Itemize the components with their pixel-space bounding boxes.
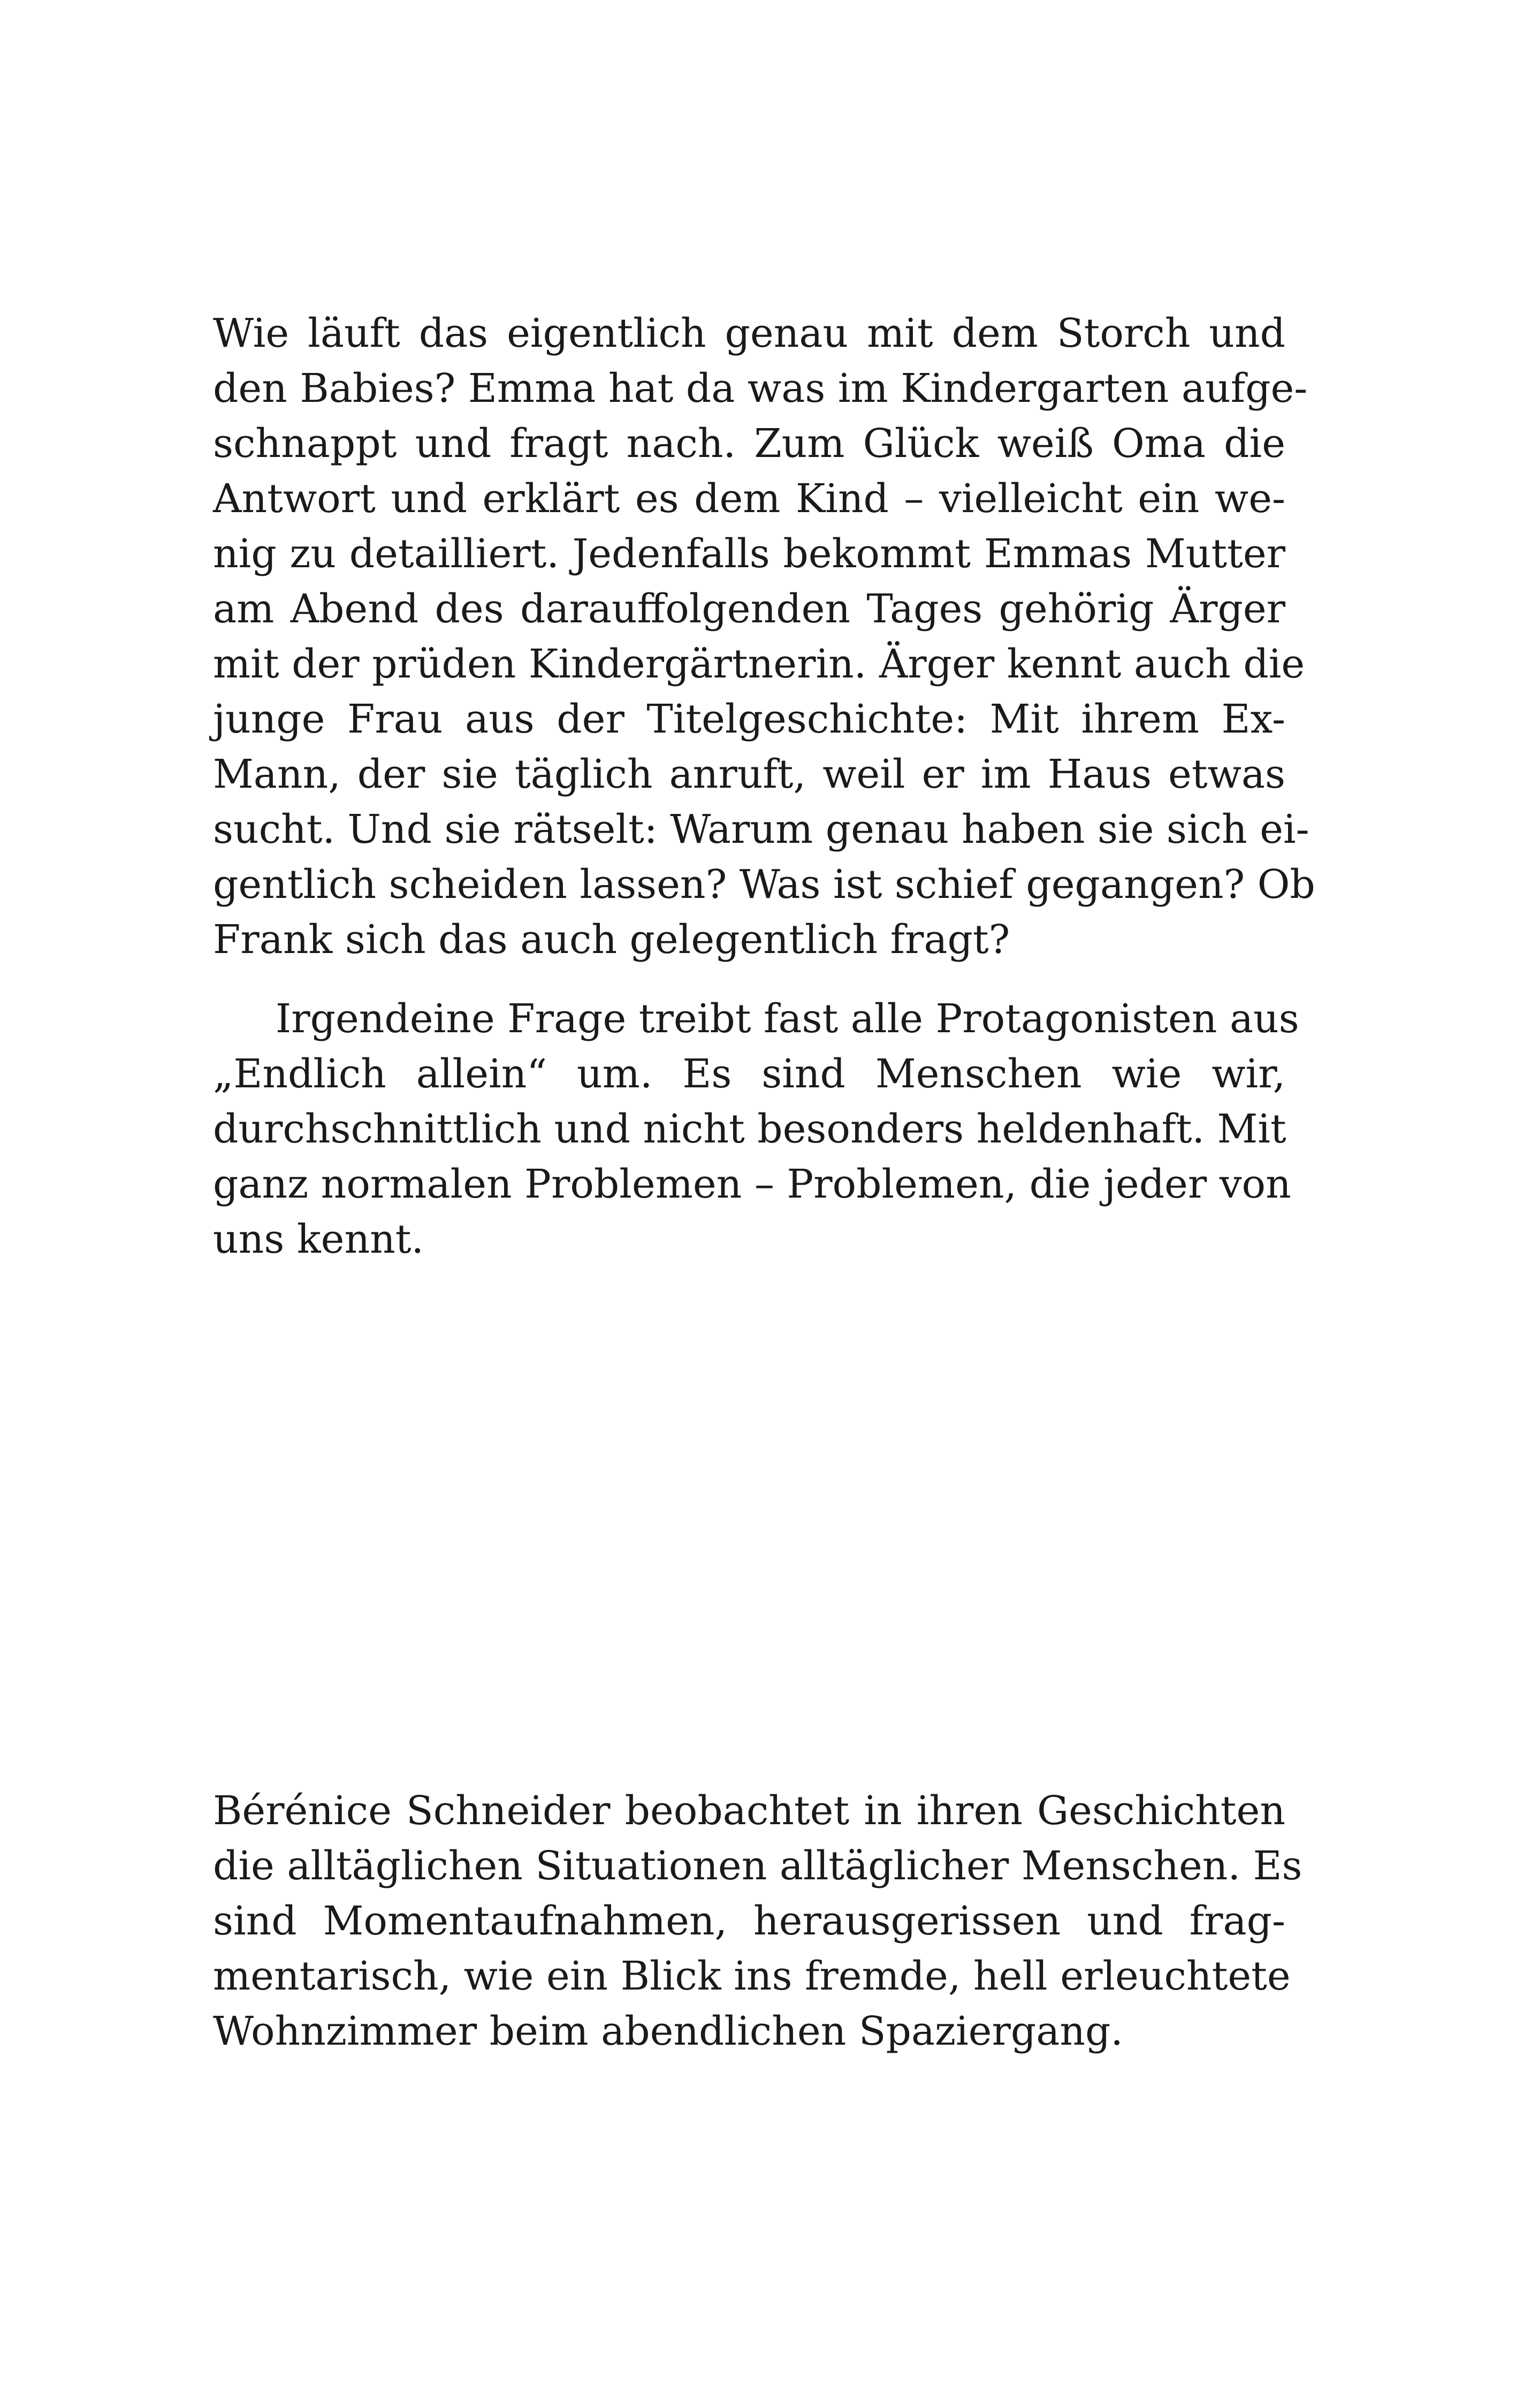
text-line: Bérénice Schneider beobachtet in ihren Geschichten [213,1788,1285,1834]
text-line: sucht. Und sie rätselt: Warum genau haben sie sich ei- [213,806,1309,852]
text-line: Wohnzimmer beim abendlichen Spaziergang. [213,2008,1123,2054]
text-line: die alltäglichen Situationen alltäglicher Menschen. Es [213,1843,1302,1889]
text-line: gentlich scheiden lassen? Was ist schief gegangen? Ob [213,862,1315,908]
text-line: sind Momentaufnahmen, herausgerissen und frag- [213,1898,1285,1944]
text-line: nig zu detailliert. Jedenfalls bekommt Emmas Mutter [213,531,1285,577]
text-line: Mann, der sie täglich anruft, weil er im Haus etwas [213,751,1285,797]
text-line: „Endlich allein“ um. Es sind Menschen wie wir, [213,1051,1285,1097]
text-line: Irgendeine Frage treibt fast alle Protagonisten aus [276,996,1299,1042]
text-line: Antwort und erklärt es dem Kind – vielleicht ein we- [213,476,1285,522]
paragraph-protagonists [213,992,1299,1267]
text-line: den Babies? Emma hat da was im Kindergarten aufge- [213,365,1308,412]
paragraph-author [213,1784,1302,2059]
text-line: am Abend des darauffolgenden Tages gehörig Ärger [213,586,1285,632]
text-line: schnappt und fragt nach. Zum Glück weiß Oma die [213,421,1285,467]
text-line: uns kennt. [213,1216,424,1262]
paragraph-intro [213,306,1315,967]
text-line: Wie läuft das eigentlich genau mit dem Storch und [213,310,1285,356]
text-line: mentarisch, wie ein Blick ins fremde, hell erleuchtete [213,1953,1291,1999]
text-line: ganz normalen Problemen – Problemen, die jeder von [213,1161,1291,1207]
text-line: mit der prüden Kindergärtnerin. Ärger kennt auch die [213,641,1305,687]
text-line: junge Frau aus der Titelgeschichte: Mit ihrem Ex- [213,696,1285,742]
text-line: durchschnittlich und nicht besonders heldenhaft. Mit [213,1106,1286,1152]
text-line: Frank sich das auch gelegentlich fragt? [213,917,1010,963]
